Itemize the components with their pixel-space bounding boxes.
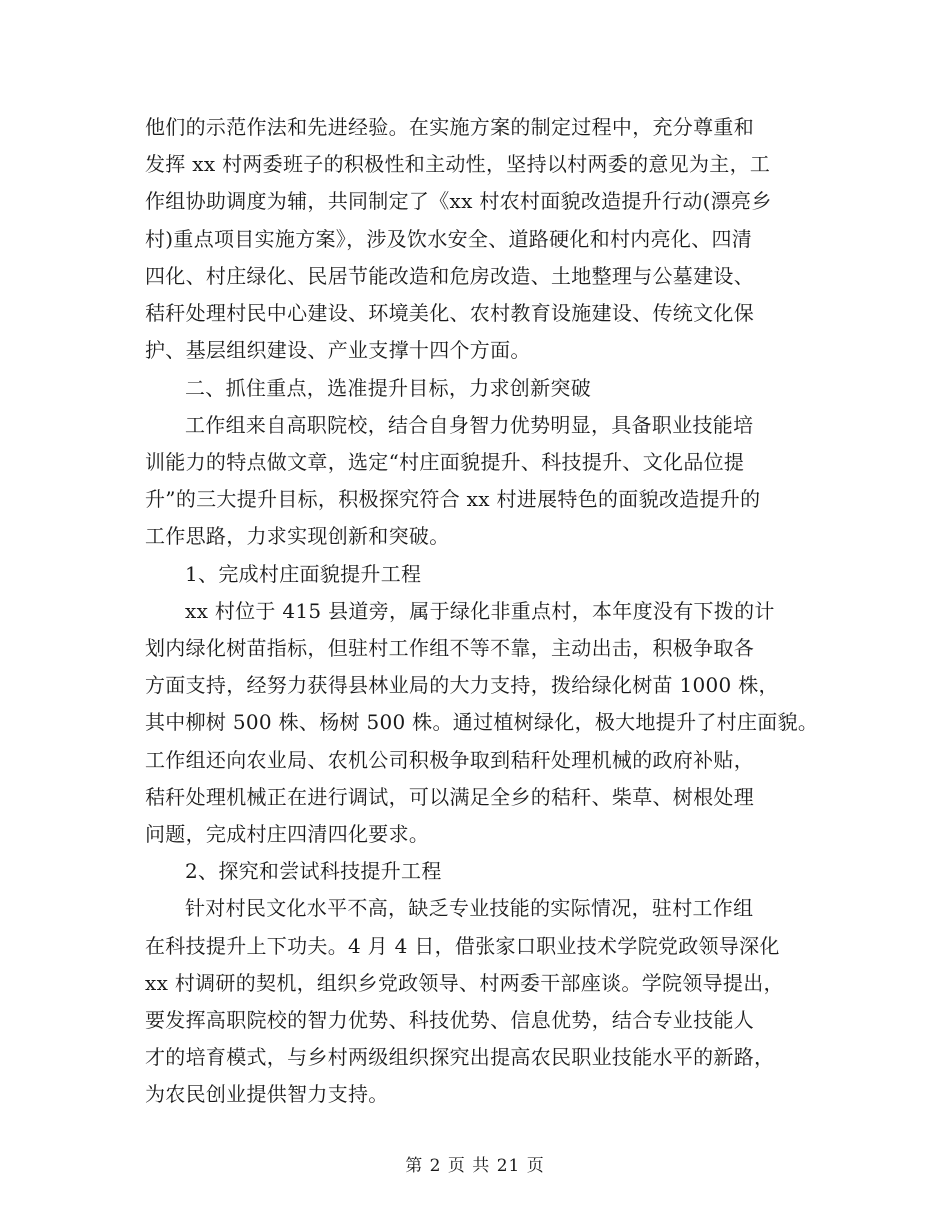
text-line: 要发挥高职院校的智力优势、科技优势、信息优势，结合专业技能人 [145,1008,754,1032]
text-line: 工作思路，力求实现创新和突破。 [145,524,450,548]
text-line: 秸秆处理村民中心建设、环境美化、农村教育设施建设、传统文化保 [145,301,754,325]
page-number-footer: 第 2 页 共 21 页 [405,1156,545,1176]
text-line: 方面支持，经努力获得县林业局的大力支持，拨给绿化树苗 1000 株， [145,673,779,697]
text-line: 工作组还向农业局、农机公司积极争取到秸秆处理机械的政府补贴， [145,748,754,772]
text-line: 作组协助调度为辅，共同制定了《xx 村农村面貌改造提升行动(漂亮乡 [145,189,772,213]
subsection-heading: 2、探究和尝试科技提升工程 [185,859,442,883]
text-line: 升”的三大提升目标，积极探究符合 xx 村进展特色的面貌改造提升的 [145,487,761,511]
text-line: 训能力的特点做文章，选定“村庄面貌提升、科技提升、文化品位提 [145,450,745,474]
text-line: 他们的示范作法和先进经验。在实施方案的制定过程中，充分尊重和 [145,115,754,139]
text-line: 其中柳树 500 株、杨树 500 株。通过植树绿化，极大地提升了村庄面貌。 [145,710,819,734]
text-line: xx 村位于 415 县道旁，属于绿化非重点村，本年度没有下拨的计 [185,599,775,623]
text-line: 护、基层组织建设、产业支撑十四个方面。 [145,338,531,362]
subsection-heading: 1、完成村庄面貌提升工程 [185,562,422,586]
text-line: 发挥 xx 村两委班子的积极性和主动性，坚持以村两委的意见为主，工 [145,152,771,176]
text-line: 在科技提升上下功夫。4 月 4 日，借张家口职业技术学院党政领导深化 [145,934,780,958]
text-line: 为农民创业提供智力支持。 [145,1082,389,1106]
text-line: 针对村民文化水平不高，缺乏专业技能的实际情况，驻村工作组 [185,896,754,920]
text-line: 划内绿化树苗指标，但驻村工作组不等不靠，主动出击，积极争取各 [145,636,754,660]
section-heading: 二、抓住重点，选准提升目标，力求创新突破 [185,376,591,400]
text-line: 村)重点项目实施方案》，涉及饮水安全、道路硬化和村内亮化、四清 [145,227,753,251]
text-line: 工作组来自高职院校，结合自身智力优势明显，具备职业技能培 [185,413,754,437]
text-line: 才的培育模式，与乡村两级组织探究出提高农民职业技能水平的新路， [145,1045,775,1069]
text-line: 四化、村庄绿化、民居节能改造和危房改造、土地整理与公墓建设、 [145,264,754,288]
text-line: 秸秆处理机械正在进行调试，可以满足全乡的秸秆、柴草、树根处理 [145,785,754,809]
text-line: xx 村调研的契机，组织乡党政领导、村两委干部座谈。学院领导提出， [145,971,784,995]
text-line: 问题，完成村庄四清四化要求。 [145,822,430,846]
